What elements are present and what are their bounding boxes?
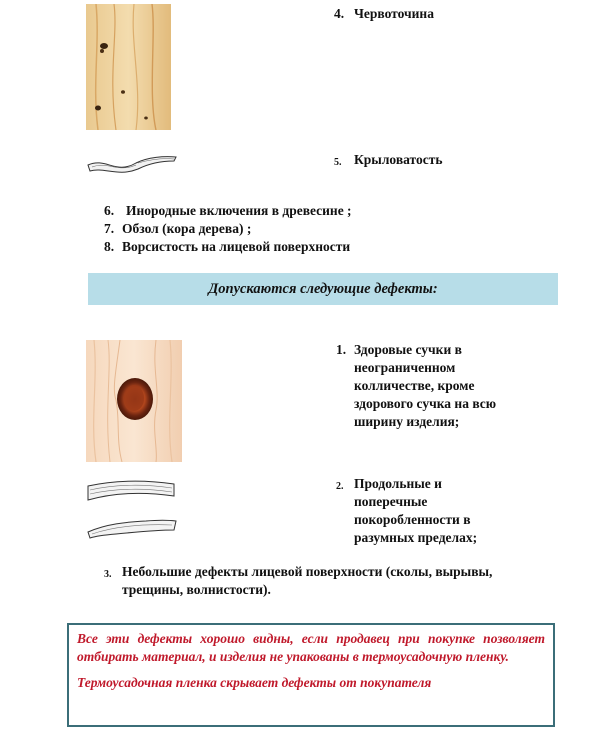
defect-item-inclusions: 6. Инородные включения в древесине ;: [104, 203, 352, 218]
defect-item-bark: 7. Обзол (кора дерева) ;: [104, 221, 252, 236]
twisted-board-image: [86, 153, 178, 177]
notice-paragraph-1: Все эти дефекты хорошо видны, если продавец при покупке позволяет отбирать материал, и изделия не упакованы в термоусадочную пленку.: [77, 631, 545, 664]
notice-paragraph-2: Термоусадочная пленка скрывает дефекты от покупателя: [77, 675, 432, 690]
notice-box: [67, 623, 555, 727]
allowed-item-surface: 3. Небольшие дефекты лицевой поверхности (сколы, вырывы, трещины, волнистости).: [104, 564, 493, 597]
allowed-item-knots: 1. Здоровые сучки в неограниченном колличестве, кроме здорового сучка на всю ширину изделия;: [336, 342, 497, 429]
knot-wood-image: [86, 340, 182, 462]
allowed-item-warping: 2. Продольные и поперечные покоробленности в разумных пределах;: [336, 476, 478, 545]
defect-item-wormhole: 4. Червоточина: [334, 6, 434, 21]
wormhole-wood-image: [86, 4, 171, 130]
defect-item-fuzz: 8. Ворсистость на лицевой поверхности: [104, 239, 351, 254]
defect-item-twist: 5. Крыловатость: [334, 152, 443, 168]
bowed-board-image: [86, 478, 176, 504]
allowed-defects-heading: Допускаются следующие дефекты:: [88, 273, 558, 305]
cupped-board-image: [86, 516, 178, 540]
